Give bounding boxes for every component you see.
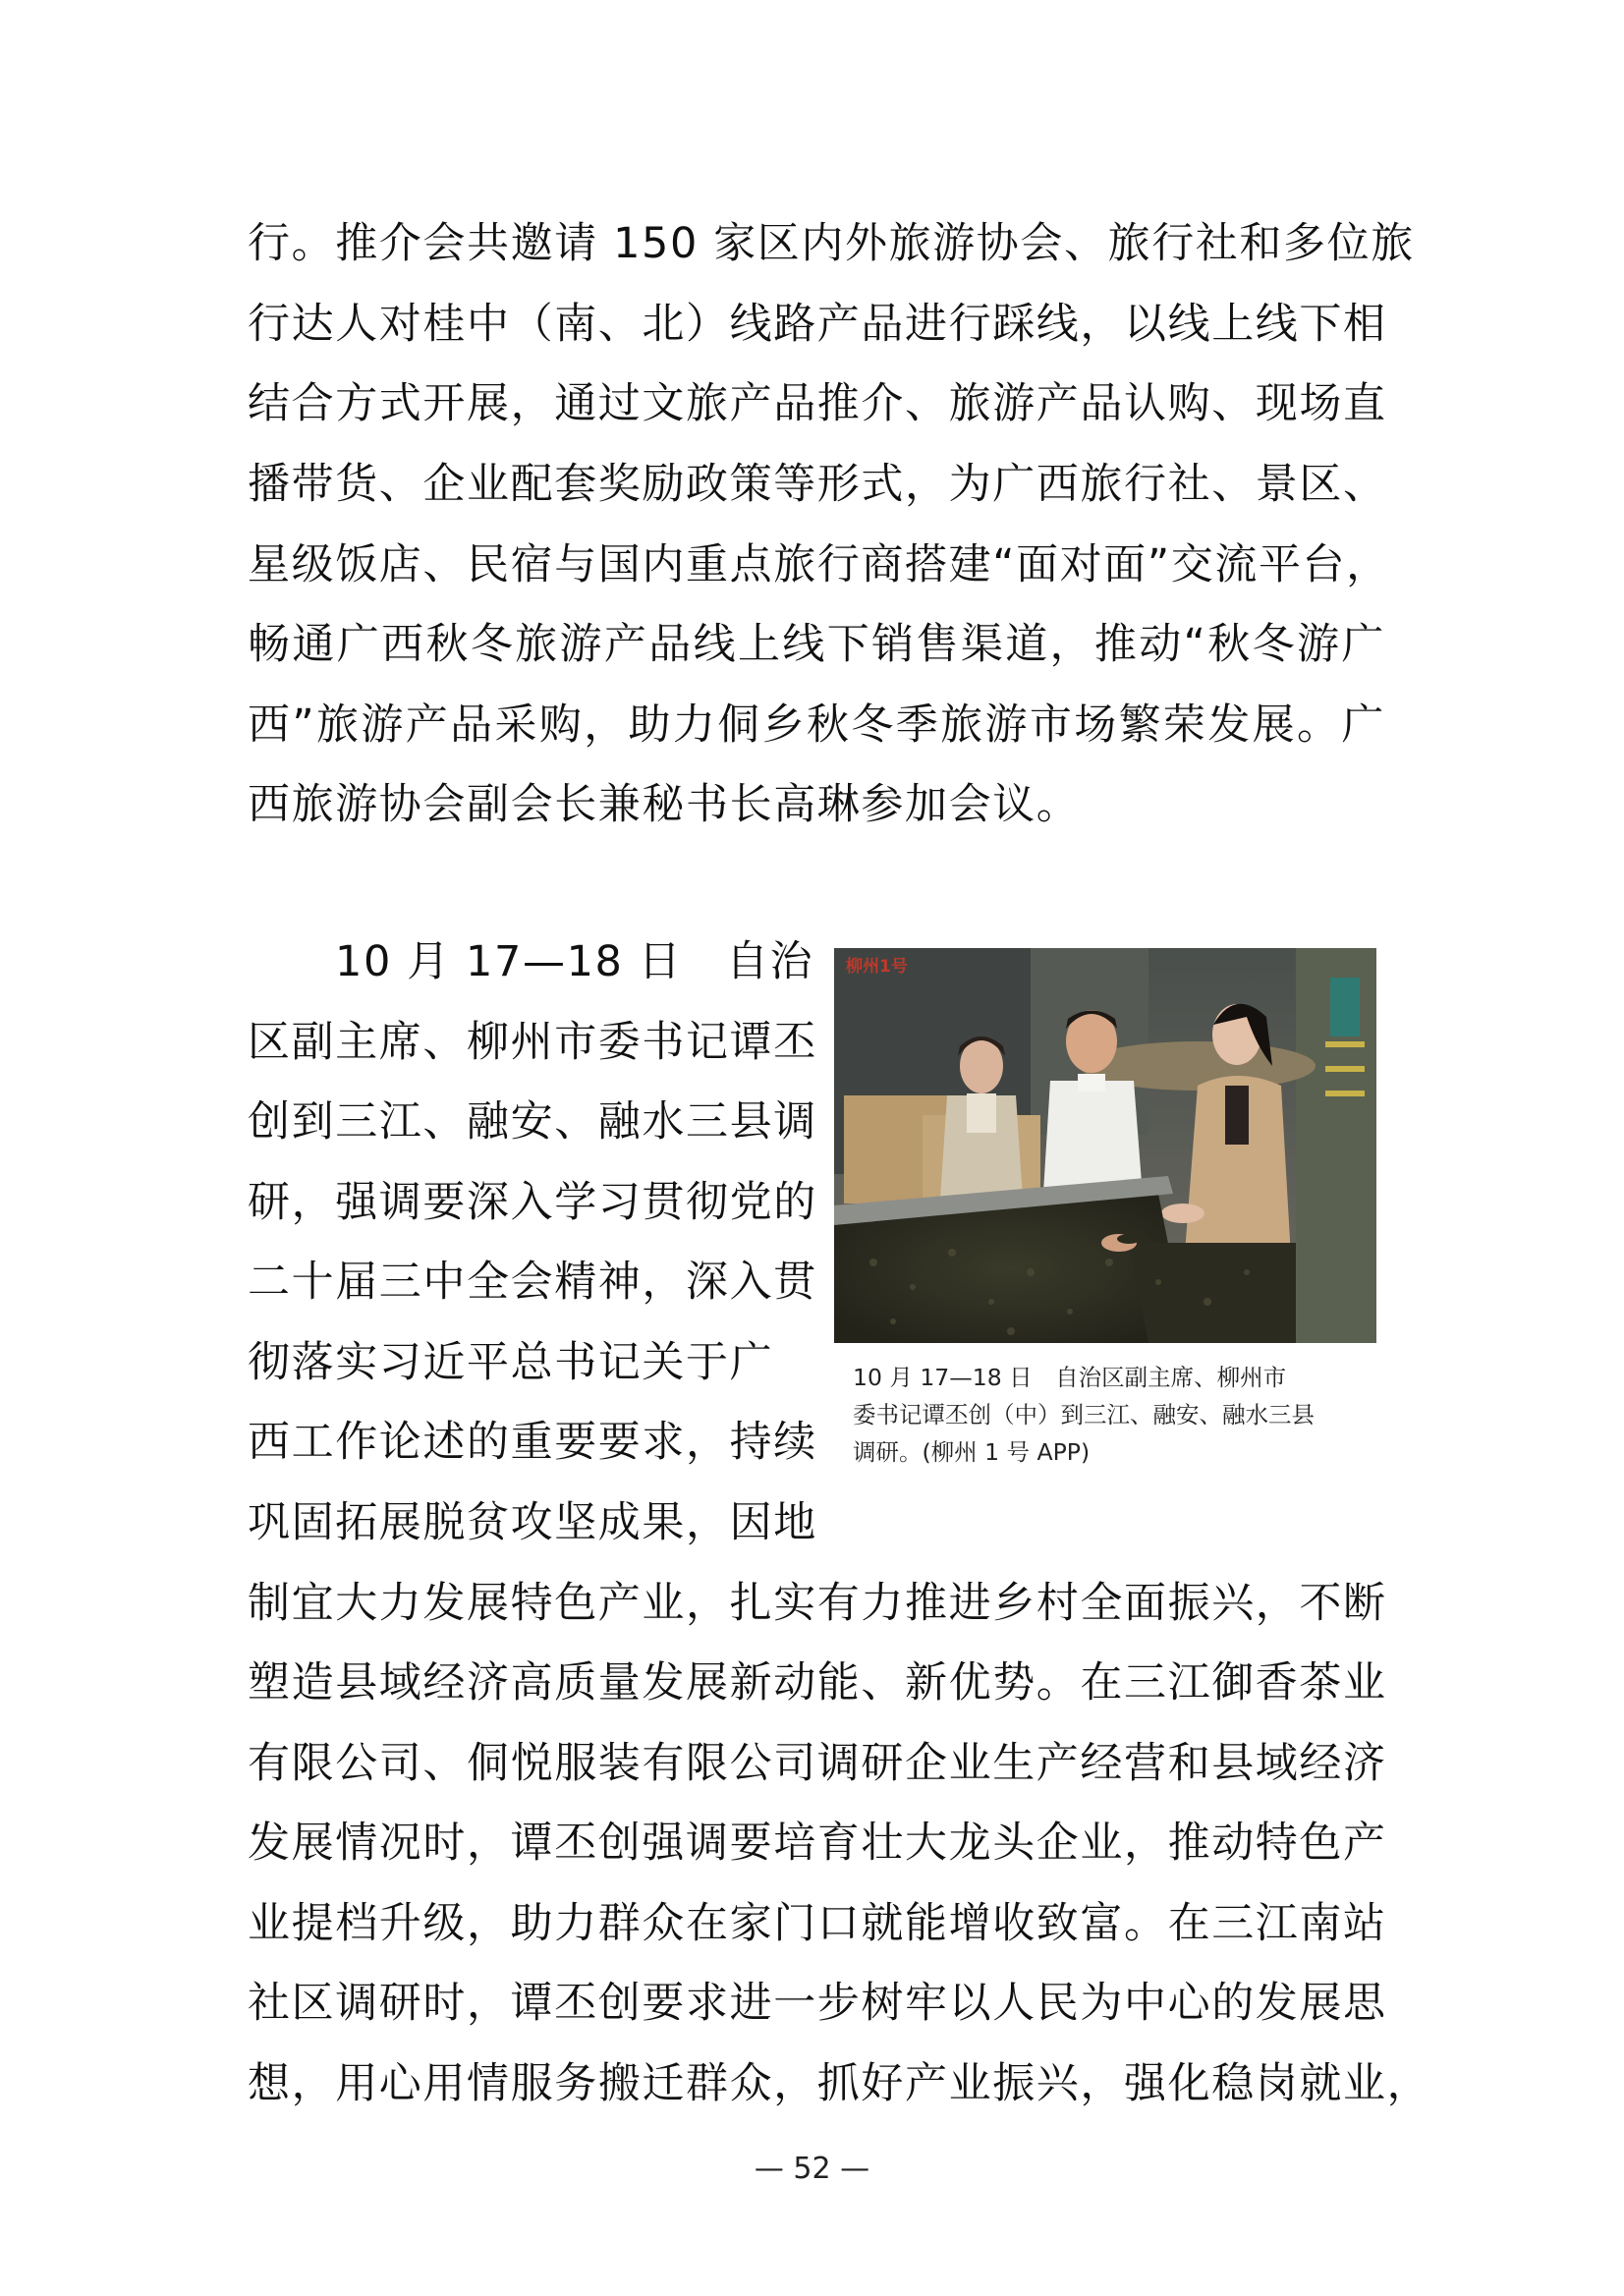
photo-watermark: 柳州1号: [846, 957, 908, 977]
photo-caption-line: 10 月 17—18 日 自治区副主席、柳州市: [853, 1364, 1287, 1391]
body-text-line: 星级饭店、民宿与国内重点旅行商搭建“面对面”交流平台，: [248, 540, 1390, 589]
body-text-line: 西”旅游产品采购，助力侗乡秋冬季旅游市场繁荣发展。广: [248, 700, 1385, 750]
photo-caption-line: 调研。(柳州 1 号 APP): [853, 1438, 1091, 1466]
page-number: — 52 —: [754, 2152, 870, 2186]
body-text-line: 有限公司、侗悦服装有限公司调研企业生产经营和县域经济: [248, 1739, 1387, 1788]
body-text-line: 发展情况时，谭丕创强调要培育壮大龙头企业，推动特色产: [248, 1819, 1387, 1868]
body-text-line: 西工作论述的重要要求，持续: [248, 1418, 817, 1467]
body-text-line: 研，强调要深入学习贯彻党的: [248, 1178, 817, 1227]
body-text-line: 社区调研时，谭丕创要求进一步树牢以人民为中心的发展思: [248, 1979, 1387, 2028]
body-text-line: 播带货、企业配套奖励政策等形式，为广西旅行社、景区、: [248, 460, 1387, 509]
body-text-line: 彻落实习近平总书记关于广: [248, 1338, 774, 1387]
body-text-line: 畅通广西秋冬旅游产品线上线下销售渠道，推动“秋冬游广: [248, 620, 1385, 669]
body-text-line: 创到三江、融安、融水三县调: [248, 1097, 817, 1147]
body-text-line: 塑造县域经济高质量发展新动能、新优势。在三江御香茶业: [248, 1658, 1387, 1708]
body-text-line: 行达人对桂中（南、北）线路产品进行踩线，以线上线下相: [248, 300, 1387, 349]
news-photo: [834, 948, 1376, 1343]
body-text-line: 业提档升级，助力群众在家门口就能增收致富。在三江南站: [248, 1899, 1387, 1948]
body-text-line: 想，用心用情服务搬迁群众，抓好产业振兴，强化稳岗就业，: [248, 2059, 1431, 2108]
photo-caption-line: 委书记谭丕创（中）到三江、融安、融水三县: [853, 1401, 1315, 1428]
body-text-line: 10 月 17—18 日 自治: [335, 937, 814, 986]
body-text-line: 制宜大力发展特色产业，扎实有力推进乡村全面振兴，不断: [248, 1579, 1387, 1628]
body-text-line: 西旅游协会副会长兼秘书长高琳参加会议。: [248, 780, 1081, 829]
body-text-line: 二十届三中全会精神，深入贯: [248, 1258, 817, 1307]
body-text-line: 区副主席、柳州市委书记谭丕: [248, 1018, 817, 1067]
body-text-line: 结合方式开展，通过文旅产品推介、旅游产品认购、现场直: [248, 379, 1387, 428]
body-text-line: 行。推介会共邀请 150 家区内外旅游协会、旅行社和多位旅: [248, 219, 1415, 268]
body-text-line: 巩固拓展脱贫攻坚成果，因地: [248, 1498, 817, 1547]
